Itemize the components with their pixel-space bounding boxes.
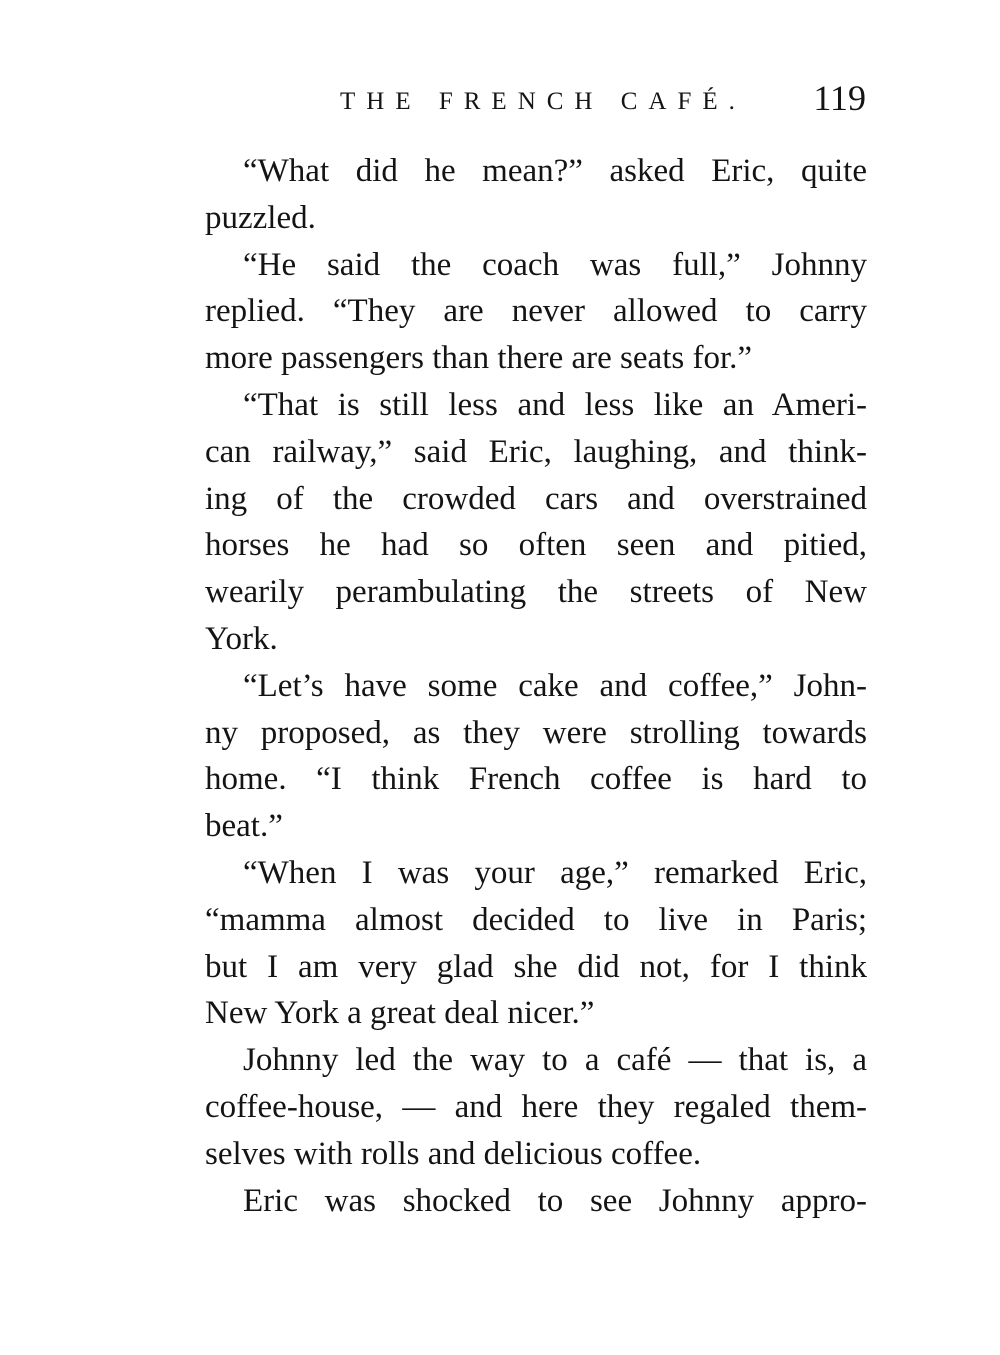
- running-title: THE FRENCH CAFÉ.: [340, 88, 746, 115]
- page-number: 119: [813, 78, 866, 118]
- text-line: beat.”: [205, 808, 283, 845]
- text-line: ny proposed, as they were strolling towards: [205, 714, 867, 751]
- text-line: wearily perambulating the streets of New: [205, 574, 867, 611]
- text-line: puzzled.: [205, 199, 316, 236]
- text-line: selves with rolls and delicious coffee.: [205, 1135, 702, 1172]
- text-line: “Let’s have some cake and coffee,” John-: [243, 667, 867, 704]
- text-line: “He said the coach was full,” Johnny: [243, 246, 867, 283]
- text-line: home. “I think French coffee is hard to: [205, 761, 867, 798]
- text-line: “mamma almost decided to live in Paris;: [205, 901, 867, 938]
- paragraph: [205, 663, 867, 850]
- paragraph: [205, 1037, 867, 1177]
- text-line: ing of the crowded cars and overstrained: [205, 480, 867, 517]
- paragraph: [205, 242, 867, 382]
- text-line: New York a great deal nicer.”: [205, 995, 595, 1032]
- text-line: can railway,” said Eric, laughing, and think-: [205, 433, 867, 470]
- running-head: [340, 78, 866, 122]
- text-line: York.: [205, 620, 278, 657]
- text-line: Eric was shocked to see Johnny appro-: [243, 1182, 867, 1219]
- paragraph: [205, 850, 867, 1037]
- text-line: more passengers than there are seats for.”: [205, 340, 753, 377]
- text-line: replied. “They are never allowed to carry: [205, 293, 867, 330]
- paragraph: [205, 1178, 867, 1225]
- text-line: “That is still less and less like an Ameri-: [243, 386, 867, 423]
- paragraph: [205, 148, 867, 242]
- text-line: Johnny led the way to a café — that is, a: [243, 1042, 867, 1079]
- paragraph: [205, 382, 867, 663]
- body-text: [205, 148, 867, 1224]
- text-line: “What did he mean?” asked Eric, quite: [243, 153, 867, 189]
- text-line: but I am very glad she did not, for I think: [205, 948, 867, 985]
- text-line: “When I was your age,” remarked Eric,: [243, 854, 867, 891]
- text-line: horses he had so often seen and pitied,: [205, 527, 867, 564]
- text-line: coffee-house, — and here they regaled them-: [205, 1088, 867, 1125]
